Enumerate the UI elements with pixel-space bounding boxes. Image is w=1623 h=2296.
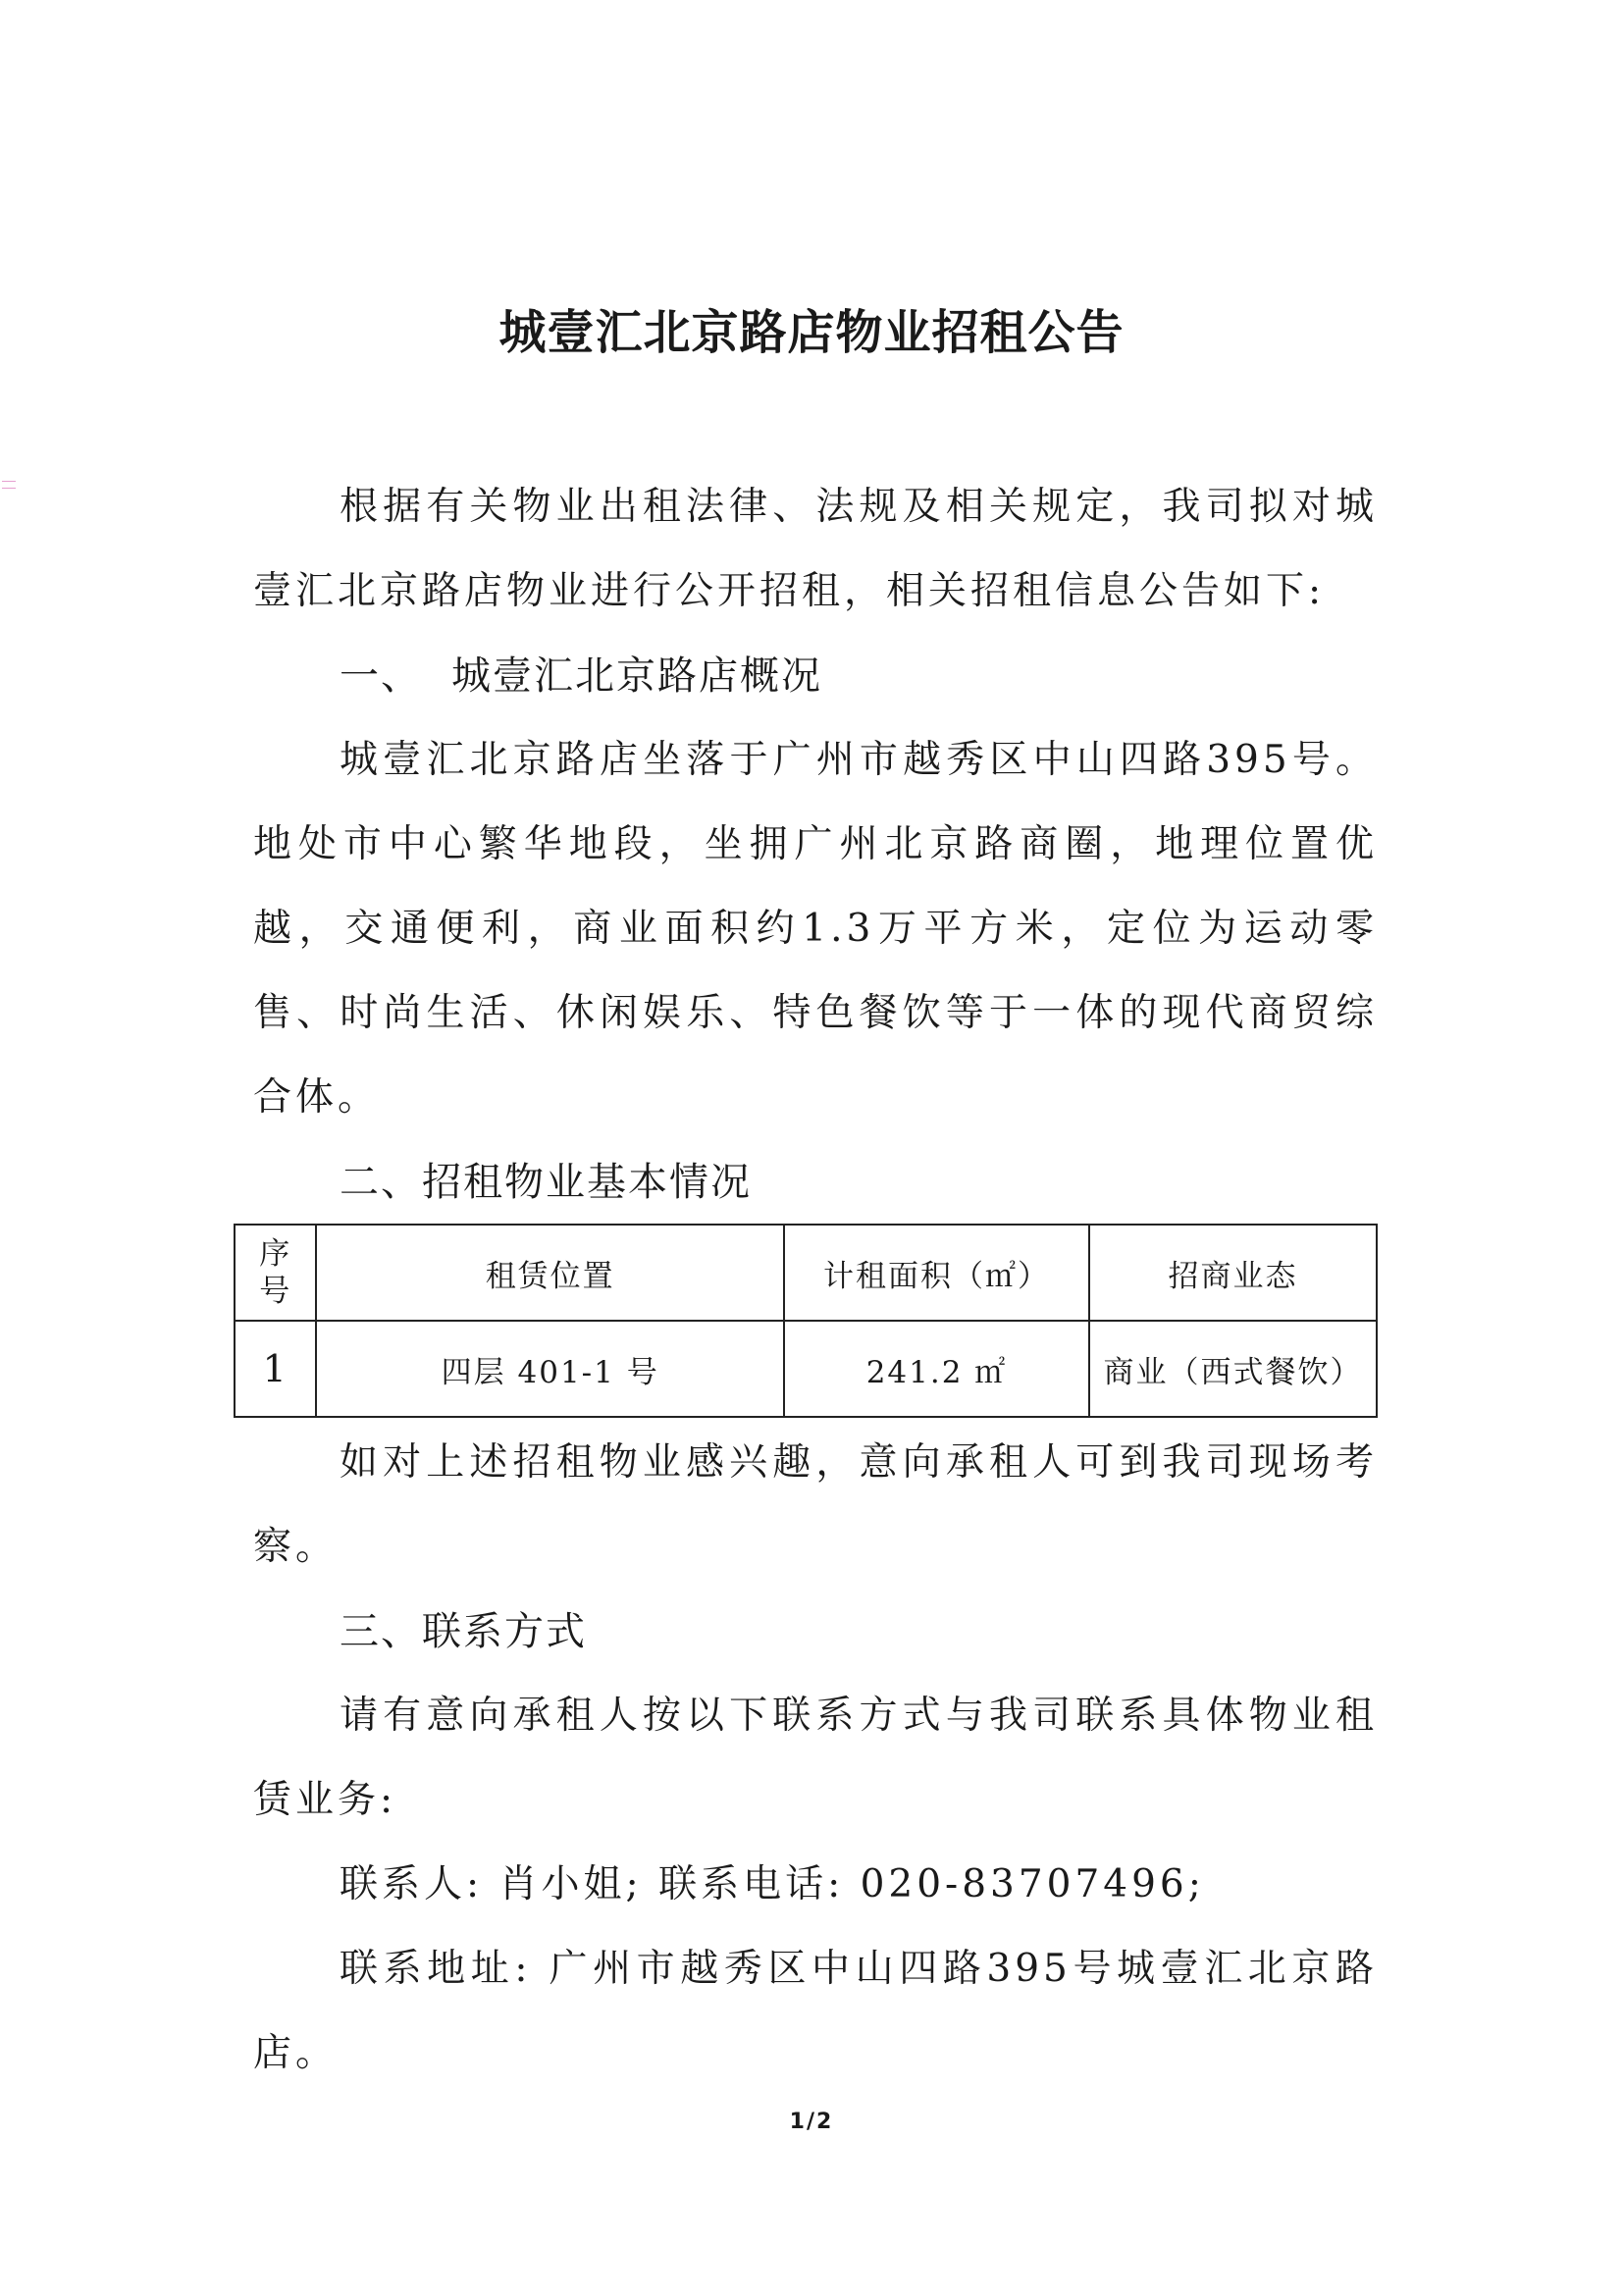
- section3-heading: 三、联系方式: [340, 1609, 587, 1654]
- header-business: 招商业态: [1089, 1225, 1377, 1321]
- intro-paragraph: 根据有关物业出租法律、法规及相关规定，我司拟对城壹汇北京路店物业进行公开招租，相关招租信息公告如下:: [253, 485, 1378, 613]
- margin-mark: [2, 481, 16, 489]
- section1-heading-text: 城壹汇北京路店概况: [451, 653, 822, 699]
- cell-no: 1: [235, 1321, 316, 1417]
- header-area: 计租面积（㎡）: [784, 1225, 1089, 1321]
- header-location: 租赁位置: [316, 1225, 784, 1321]
- header-no: [235, 1225, 316, 1321]
- page-number: 1/2: [789, 2110, 834, 2134]
- cell-location: 四层 401-1 号: [316, 1321, 784, 1417]
- section1-heading: [253, 634, 1378, 718]
- section1-number: 一、: [340, 653, 422, 699]
- section2-heading: 二、招租物业基本情况: [340, 1160, 752, 1205]
- document-title: 城壹汇北京路店物业招租公告: [498, 305, 1125, 360]
- table-header-row: [235, 1225, 1377, 1321]
- address-line: 联系地址: 广州市越秀区中山四路395号城壹汇北京路店。: [253, 1947, 1378, 2075]
- cell-business: 商业（西式餐饮）: [1089, 1321, 1377, 1417]
- header-no-label: 序号: [259, 1236, 292, 1309]
- section3-paragraph: 请有意向承租人按以下联系方式与我司联系具体物业租赁业务:: [253, 1694, 1378, 1822]
- contact-line: 联系人: 肖小姐; 联系电话: 020-83707496;: [340, 1862, 1205, 1906]
- table-row: [235, 1321, 1377, 1417]
- section1-paragraph: 城壹汇北京路店坐落于广州市越秀区中山四路395号。地处市中心繁华地段，坐拥广州北京路商圈，地理位置优越，交通便利，商业面积约1.3万平方米，定位为运动零售、时尚生活、休闲娱乐、特色餐饮等于一体的现代商贸综合体。: [253, 738, 1378, 1120]
- rental-table: [234, 1224, 1378, 1418]
- cell-area: 241.2 ㎡: [784, 1321, 1089, 1417]
- document-body-top: [253, 465, 1378, 1225]
- after-table-paragraph: 如对上述招租物业感兴趣，意向承租人可到我司现场考察。: [253, 1440, 1378, 1569]
- document-body-bottom: [253, 1421, 1378, 2096]
